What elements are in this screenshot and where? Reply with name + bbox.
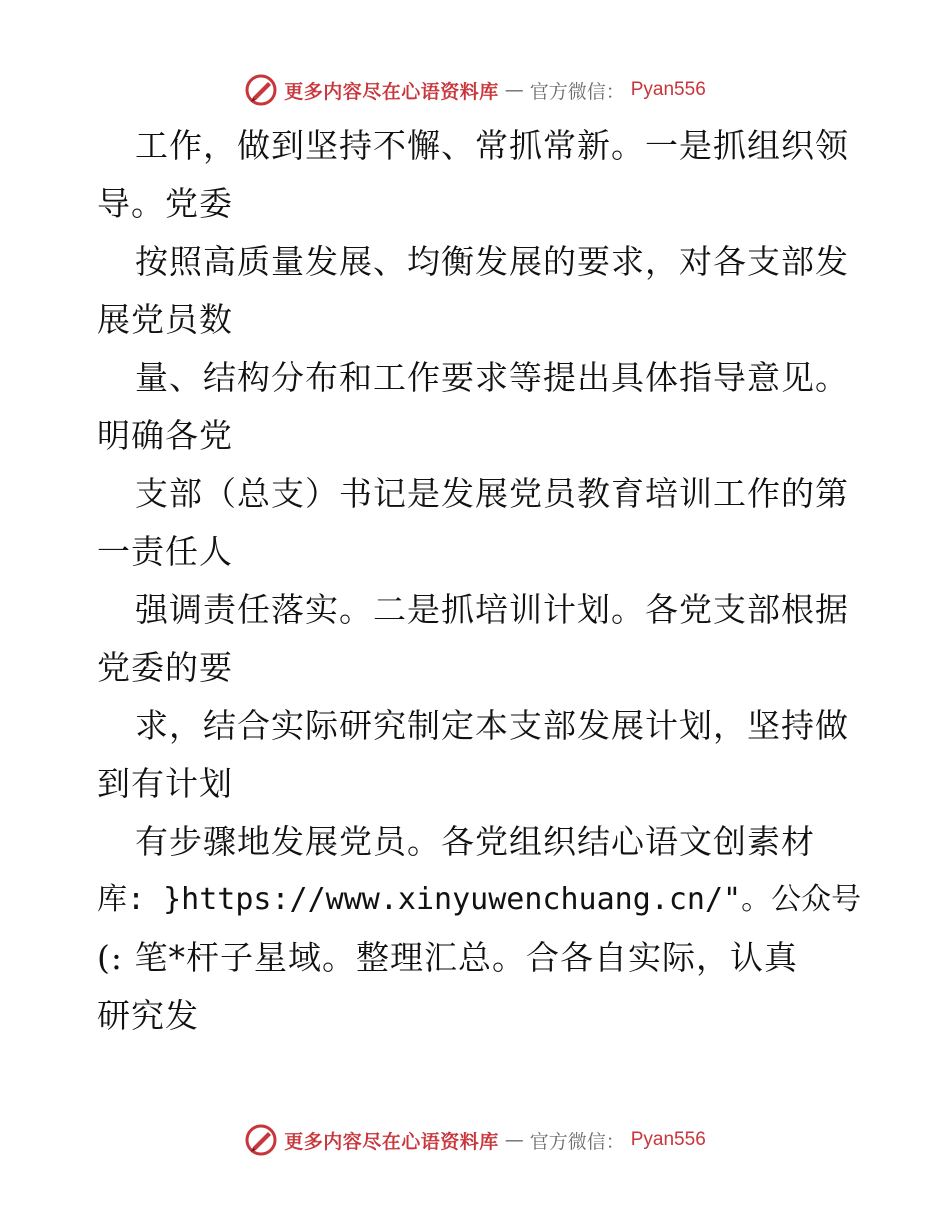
banner-wechat-label: 官方微信： (529, 1130, 625, 1153)
banner-brand-text: 更多内容尽在心语资料库 (284, 1130, 499, 1153)
text-line-url: 库: }https://www.xinyuwenchuang.cn/"。公众号 (97, 882, 862, 917)
banner-wechat-id: Pyan556 (630, 79, 706, 100)
brand-logo-icon (244, 1123, 278, 1157)
text-line: 求，结合实际研究制定本支部发展计划，坚持做 (135, 706, 849, 745)
text-line: (: 笔*杆子星域。整理汇总。合各自实际，认真 (97, 938, 798, 977)
text-line: 强调责任落实。二是抓培训计划。各党支部根据 (135, 590, 849, 629)
text-line: 量、结构分布和工作要求等提出具体指导意见。 (135, 358, 849, 397)
text-line: 导。党委 (97, 184, 233, 223)
banner-dash: — (504, 1129, 524, 1151)
text-line: 展党员数 (97, 300, 233, 339)
text-line: 按照高质量发展、均衡发展的要求，对各支部发 (135, 242, 849, 281)
text-line: 到有计划 (97, 764, 233, 803)
banner-dash: — (504, 79, 524, 101)
banner-wechat-id: Pyan556 (630, 1129, 706, 1150)
header-banner (0, 70, 950, 110)
brand-logo-icon (244, 73, 278, 107)
banner-brand-text: 更多内容尽在心语资料库 (284, 80, 499, 103)
document-body (97, 117, 867, 1045)
text-line: 明确各党 (97, 416, 233, 455)
text-line: 一责任人 (97, 532, 233, 571)
text-line: 党委的要 (97, 648, 233, 687)
text-line: 研究发 (97, 996, 199, 1035)
footer-banner (0, 1120, 950, 1160)
text-line: 工作，做到坚持不懈、常抓常新。一是抓组织领 (135, 126, 849, 165)
text-line: 有步骤地发展党员。各党组织结心语文创素材 (135, 822, 815, 861)
banner-wechat-label: 官方微信： (529, 80, 625, 103)
text-line: 支部（总支）书记是发展党员教育培训工作的第 (135, 474, 849, 513)
